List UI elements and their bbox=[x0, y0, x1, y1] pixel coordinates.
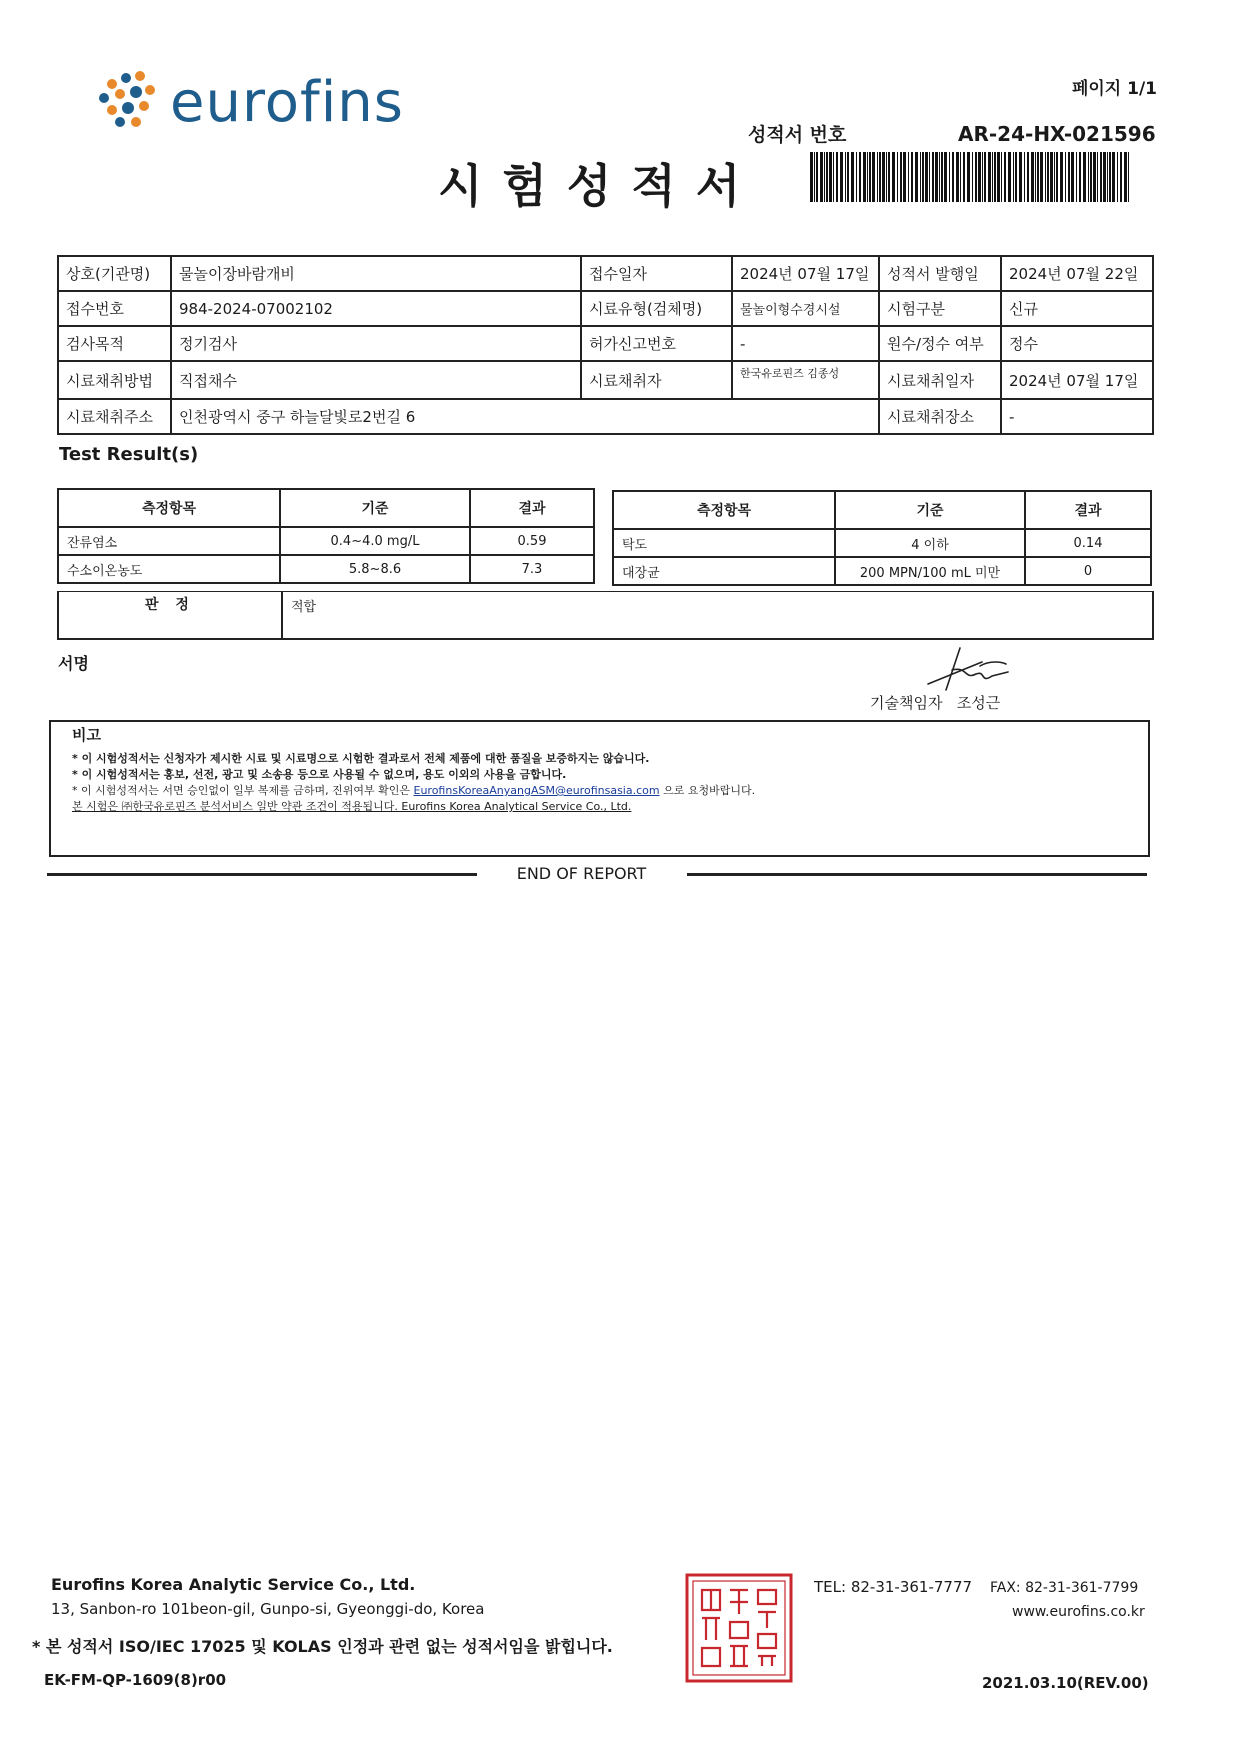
footer-fax: FAX: 82-31-361-7799 bbox=[990, 1580, 1139, 1596]
place-label: 시료채취장소 bbox=[879, 399, 1001, 434]
contact-email-link[interactable]: EurofinsKoreaAnyangASM@eurofinsasia.com bbox=[413, 784, 660, 797]
result-cell: 0.59 bbox=[470, 527, 594, 555]
place-value: - bbox=[1001, 399, 1153, 434]
receipt-no-label: 접수번호 bbox=[58, 291, 171, 326]
remarks-title: 비고 bbox=[72, 726, 101, 744]
remark-line-3-suffix: 으로 요청바랍니다. bbox=[663, 784, 756, 797]
receipt-no-value: 984-2024-07002102 bbox=[171, 291, 581, 326]
purpose-value: 정기검사 bbox=[171, 326, 581, 361]
col-header-result: 결과 bbox=[470, 489, 594, 527]
result-cell: 0.14 bbox=[1025, 529, 1151, 557]
result-cell: 7.3 bbox=[470, 555, 594, 583]
footer-notice: * 본 성적서 ISO/IEC 17025 및 KOLAS 인정과 관련 없는 성적서임을 밝힙니다. bbox=[32, 1637, 613, 1656]
collect-date-value: 2024년 07월 17일 bbox=[1001, 361, 1153, 399]
method-label: 시료채취방법 bbox=[58, 361, 171, 399]
item-cell: 대장균 bbox=[613, 557, 835, 585]
remark-line-2: * 이 시험성적서는 홍보, 선전, 광고 및 소송용 등으로 사용될 수 없으며, 용도 이외의 사용을 금합니다. bbox=[72, 768, 567, 781]
col-header-standard: 기준 bbox=[280, 489, 470, 527]
brand-name: eurofins bbox=[170, 70, 404, 135]
table-row bbox=[613, 557, 1151, 585]
footer-address: 13, Sanbon-ro 101beon-gil, Gunpo-si, Gyeonggi-do, Korea bbox=[51, 1600, 485, 1618]
col-header-standard: 기준 bbox=[835, 491, 1025, 529]
remark-line-3 bbox=[72, 782, 755, 798]
judgement-row bbox=[57, 591, 1154, 640]
judgement-value: 적합 bbox=[291, 600, 317, 615]
eurofins-logo-icon bbox=[92, 66, 172, 136]
sample-type-label: 시료유형(검체명) bbox=[581, 291, 732, 326]
footer-tel: TEL: 82-31-361-7777 bbox=[814, 1578, 973, 1596]
permit-value: - bbox=[732, 326, 879, 361]
judgement-label: 판 정 bbox=[59, 592, 283, 638]
document-title: 시험성적서 bbox=[438, 159, 761, 213]
item-cell: 수소이온농도 bbox=[58, 555, 280, 583]
item-cell: 탁도 bbox=[613, 529, 835, 557]
purpose-label: 검사목적 bbox=[58, 326, 171, 361]
certificate-number: AR-24-HX-021596 bbox=[958, 122, 1156, 146]
item-cell: 잔류염소 bbox=[58, 527, 280, 555]
receipt-date-label: 접수일자 bbox=[581, 256, 732, 291]
remarks-box bbox=[49, 720, 1150, 857]
table-row bbox=[58, 527, 594, 555]
permit-label: 허가신고번호 bbox=[581, 326, 732, 361]
page-number: 페이지 1/1 bbox=[1071, 79, 1157, 99]
address-label: 시료채취주소 bbox=[58, 399, 171, 434]
signature-icon bbox=[920, 640, 1010, 696]
company-seal-icon bbox=[684, 1572, 794, 1684]
remark-line-1: * 이 시험성적서는 신청자가 제시한 시료 및 시료명으로 시험한 결과로서 전체 제품에 대한 품질을 보증하지는 않습니다. bbox=[72, 752, 650, 765]
remark-line-4: 본 시험은 ㈜한국유로핀즈 분석서비스 일반 약관 조건이 적용됩니다. Eurofins Korea Analytical Service Co., Ltd. bbox=[72, 800, 632, 813]
raw-water-value: 정수 bbox=[1001, 326, 1153, 361]
table-row bbox=[613, 529, 1151, 557]
col-header-result: 결과 bbox=[1025, 491, 1151, 529]
test-class-value: 신규 bbox=[1001, 291, 1153, 326]
company-value: 물놀이장바람개비 bbox=[171, 256, 581, 291]
collect-date-label: 시료채취일자 bbox=[879, 361, 1001, 399]
raw-water-label: 원수/정수 여부 bbox=[879, 326, 1001, 361]
standard-cell: 200 MPN/100 mL 미만 bbox=[835, 557, 1025, 585]
test-results-heading: Test Result(s) bbox=[59, 444, 199, 465]
end-of-report-divider bbox=[47, 866, 1147, 882]
result-cell: 0 bbox=[1025, 557, 1151, 585]
form-number: EK-FM-QP-1609(8)r00 bbox=[44, 1671, 227, 1689]
company-label: 상호(기관명) bbox=[58, 256, 171, 291]
footer-company: Eurofins Korea Analytic Service Co., Ltd. bbox=[51, 1575, 416, 1594]
info-table bbox=[57, 255, 1154, 435]
method-value: 직접채수 bbox=[171, 361, 581, 399]
footer-website-link[interactable]: www.eurofins.co.kr bbox=[1012, 1604, 1145, 1620]
receipt-date-value: 2024년 07월 17일 bbox=[732, 256, 879, 291]
issue-date-label: 성적서 발행일 bbox=[879, 256, 1001, 291]
test-class-label: 시험구분 bbox=[879, 291, 1001, 326]
certificate-number-label: 성적서 번호 bbox=[748, 124, 847, 146]
issue-date-value: 2024년 07월 22일 bbox=[1001, 256, 1153, 291]
col-header-item: 측정항목 bbox=[613, 491, 835, 529]
revision-date: 2021.03.10(REV.00) bbox=[982, 1674, 1149, 1692]
standard-cell: 5.8~8.6 bbox=[280, 555, 470, 583]
col-header-item: 측정항목 bbox=[58, 489, 280, 527]
table-row bbox=[58, 555, 594, 583]
collector-label: 시료채취자 bbox=[581, 361, 732, 399]
end-of-report-text: END OF REPORT bbox=[479, 864, 684, 883]
collector-value: 한국유로핀즈 김종성 bbox=[732, 361, 879, 399]
results-table-right bbox=[612, 490, 1152, 586]
sample-type-value: 물놀이형수경시설 bbox=[732, 291, 879, 326]
remark-line-3-text: * 이 시험성적서는 서면 승인없이 일부 복제를 금하며, 진위여부 확인은 bbox=[72, 784, 410, 797]
results-table-left bbox=[57, 488, 595, 584]
address-value: 인천광역시 중구 하늘달빛로2번길 6 bbox=[171, 399, 879, 434]
standard-cell: 0.4~4.0 mg/L bbox=[280, 527, 470, 555]
technical-manager: 기술책임자 조성근 bbox=[870, 694, 1001, 712]
signature-label: 서명 bbox=[58, 654, 89, 673]
barcode-icon bbox=[810, 152, 1132, 202]
standard-cell: 4 이하 bbox=[835, 529, 1025, 557]
